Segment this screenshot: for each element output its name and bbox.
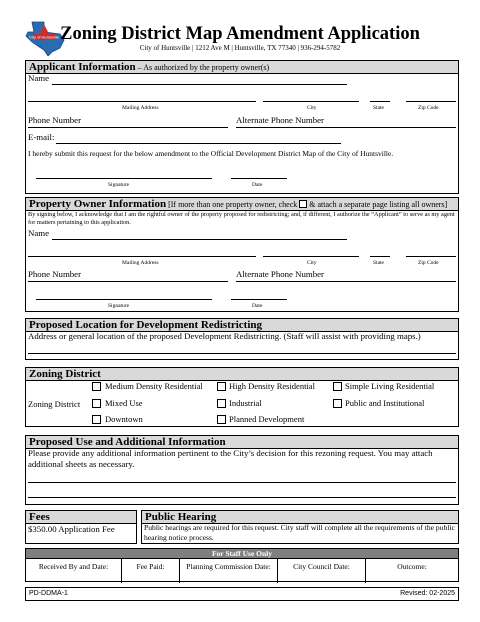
industrial-label: Industrial: [229, 398, 262, 408]
owner-phone-field[interactable]: [28, 281, 228, 282]
fees-section: [25, 510, 137, 544]
multiple-owners-checkbox[interactable]: [299, 200, 307, 208]
owner-heading: Property Owner Information [If more than one property owner, check & attach a separate page listing all owners]: [26, 198, 458, 211]
applicant-state-caption: State: [373, 105, 384, 111]
owner-city-caption: City: [307, 260, 317, 266]
public-institutional-label: Public and Institutional: [345, 398, 425, 408]
downtown-label: Downtown: [105, 414, 143, 424]
medium-density-checkbox[interactable]: [92, 382, 101, 391]
owner-alt-phone-label: Alternate Phone Number: [236, 269, 324, 279]
applicant-email-label: E-mail:: [28, 132, 55, 142]
owner-signature-field[interactable]: [36, 299, 212, 300]
applicant-statement: I hereby submit this request for the below amendment to the Official Development District Map of the City of Huntsville.: [28, 149, 394, 158]
owner-name-label: Name: [28, 228, 50, 238]
applicant-date-field[interactable]: [231, 178, 287, 179]
planned-development-checkbox[interactable]: [217, 415, 226, 424]
fees-heading: Fees: [26, 511, 136, 524]
page-title: Zoning District Map Amendment Application: [60, 24, 420, 44]
applicant-state-field[interactable]: [370, 101, 390, 102]
staff-received-cell[interactable]: Received By and Date:: [26, 559, 122, 583]
proposed-use-heading: Proposed Use and Additional Information: [26, 436, 458, 449]
public-hearing-text: Public hearings are required for this request. City staff will complete all the requirements of the public hearing notice process.: [144, 523, 455, 542]
simple-living-checkbox[interactable]: [333, 382, 342, 391]
public-hearing-heading: Public Hearing: [142, 511, 458, 524]
applicant-date-caption: Date: [252, 182, 263, 188]
applicant-address-field[interactable]: [28, 101, 256, 102]
applicant-zip-caption: Zip Code: [418, 105, 439, 111]
staff-outcome-cell[interactable]: Outcome:: [397, 562, 427, 571]
owner-address-caption: Mailing Address: [122, 260, 159, 266]
proposed-use-line-1[interactable]: [28, 482, 456, 483]
location-heading: Proposed Location for Development Redistricting: [26, 319, 458, 332]
owner-state-caption: State: [373, 260, 384, 266]
owner-signature-caption: Signature: [108, 303, 130, 309]
applicant-city-field[interactable]: [263, 101, 359, 102]
owner-date-field[interactable]: [231, 299, 287, 300]
location-field[interactable]: [28, 353, 456, 354]
revised-date: Revised: 02-2025: [400, 590, 455, 597]
applicant-signature-caption: Signature: [108, 182, 130, 188]
proposed-use-section: [25, 435, 459, 505]
applicant-zip-field[interactable]: [406, 101, 456, 102]
zoning-section: [25, 367, 459, 427]
simple-living-label: Simple Living Residential: [345, 381, 435, 391]
proposed-use-line-2[interactable]: [28, 497, 456, 498]
owner-alt-phone-field[interactable]: [236, 281, 456, 282]
zoning-heading: Zoning District: [26, 368, 458, 381]
form-id: PD-DDMA-1: [29, 590, 68, 597]
page-subtitle: City of Huntsville | 1212 Ave M | Huntsville, TX 77340 | 936-294-5782: [139, 44, 341, 52]
staff-use-section: [25, 548, 459, 582]
owner-date-caption: Date: [252, 303, 263, 309]
owner-zip-caption: Zip Code: [418, 260, 439, 266]
applicant-phone-field[interactable]: [28, 127, 228, 128]
industrial-checkbox[interactable]: [217, 399, 226, 408]
owner-section: [25, 197, 459, 312]
location-section: [25, 318, 459, 360]
high-density-checkbox[interactable]: [217, 382, 226, 391]
high-density-label: High Density Residential: [229, 381, 315, 391]
staff-use-heading: For Staff Use Only: [26, 549, 458, 559]
applicant-phone-label: Phone Number: [28, 115, 82, 125]
applicant-alt-phone-label: Alternate Phone Number: [236, 115, 324, 125]
owner-statement: By signing below, I acknowledge that I am the rightful owner of the property proposed for redistricting; and, if different, I authorize the “Applicant” to serve as my agent for matters pertaining to this application.: [28, 211, 455, 226]
owner-zip-field[interactable]: [406, 256, 456, 257]
applicant-heading: Applicant Information – As authorized by the property owner(s): [26, 61, 458, 74]
public-institutional-checkbox[interactable]: [333, 399, 342, 408]
staff-use-row: [26, 559, 458, 583]
public-hearing-section: [141, 510, 459, 544]
applicant-name-label: Name: [28, 73, 50, 83]
zoning-district-label: Zoning District: [28, 399, 81, 409]
planned-development-label: Planned Development: [229, 414, 305, 424]
owner-phone-label: Phone Number: [28, 269, 82, 279]
applicant-name-field[interactable]: [52, 84, 347, 85]
logo-text: City of Huntsville: [29, 34, 59, 40]
applicant-email-field[interactable]: [56, 143, 341, 144]
fees-amount: $350.00 Application Fee: [28, 524, 115, 534]
applicant-address-caption: Mailing Address: [122, 105, 159, 111]
owner-name-field[interactable]: [52, 239, 347, 240]
owner-state-field[interactable]: [370, 256, 390, 257]
mixed-use-checkbox[interactable]: [92, 399, 101, 408]
staff-planning-date-cell[interactable]: Planning Commission Date:: [180, 559, 278, 583]
proposed-use-instructions: Please provide any additional information pertinent to the City’s decision for this rezoning request. You may attach additional sheets as necessary.: [28, 448, 433, 469]
footer-bar: [25, 587, 459, 601]
owner-address-field[interactable]: [28, 256, 256, 257]
staff-council-date-cell[interactable]: City Council Date:: [278, 559, 366, 583]
downtown-checkbox[interactable]: [92, 415, 101, 424]
staff-fee-paid-cell[interactable]: Fee Paid:: [122, 559, 180, 583]
applicant-section: [25, 60, 459, 194]
applicant-city-caption: City: [307, 105, 317, 111]
applicant-alt-phone-field[interactable]: [236, 127, 456, 128]
owner-city-field[interactable]: [263, 256, 359, 257]
location-instructions: Address or general location of the proposed Development Redistricting. (Staff will assist with providing maps.): [28, 331, 421, 341]
mixed-use-label: Mixed Use: [105, 398, 143, 408]
medium-density-label: Medium Density Residential: [105, 381, 203, 391]
applicant-signature-field[interactable]: [36, 178, 212, 179]
